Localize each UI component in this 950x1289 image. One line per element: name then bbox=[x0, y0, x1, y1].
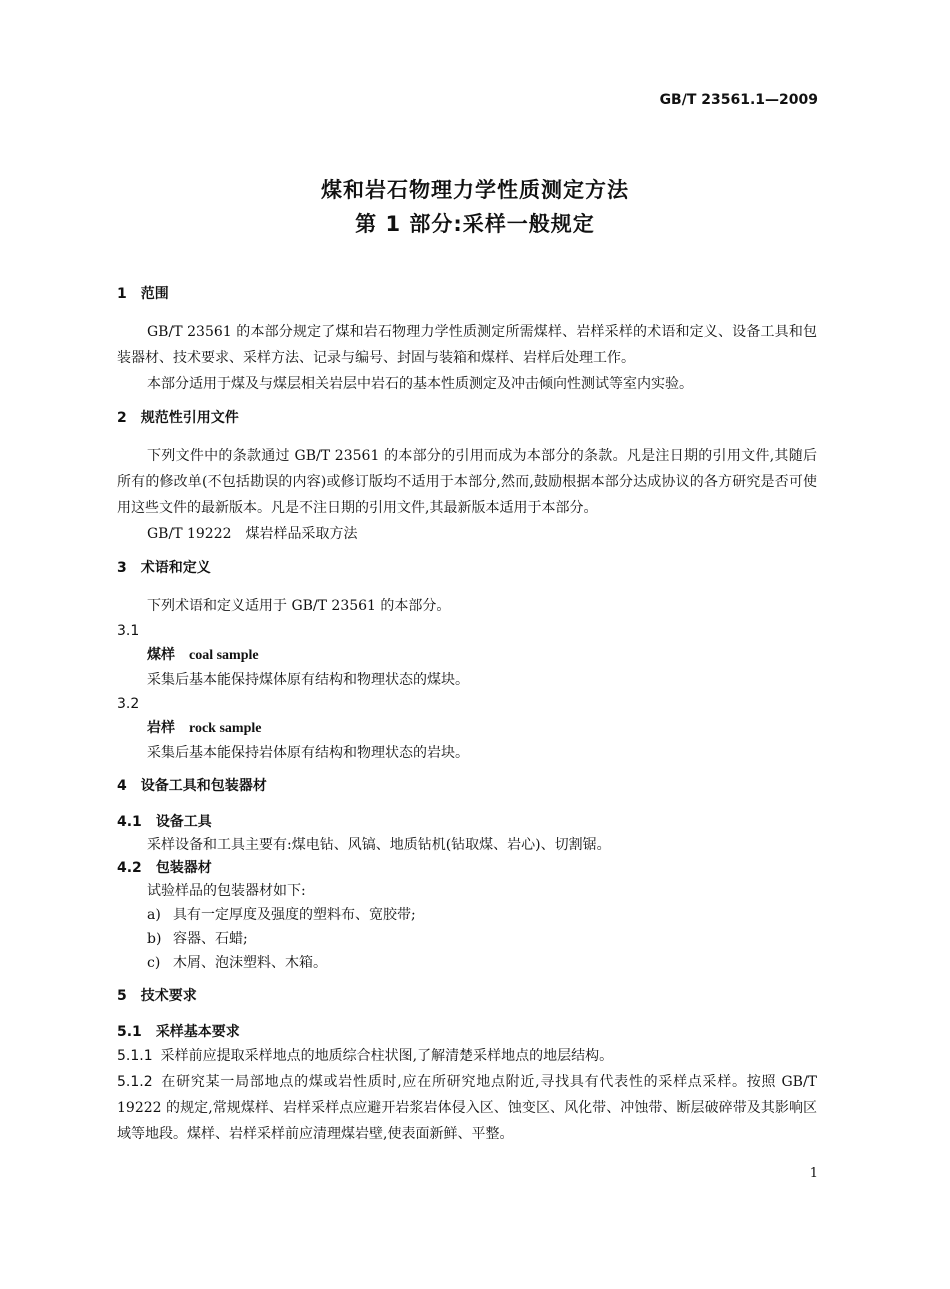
section-3-paragraph: 下列术语和定义适用于 GB/T 23561 的本部分。 bbox=[147, 598, 451, 614]
section-1-paragraph-2: 本部分适用于煤及与煤层相关岩层中岩石的基本性质测定及冲击倾向性测试等室内实验。 bbox=[147, 376, 693, 392]
term-3-2: 岩样 rock sample bbox=[147, 720, 262, 736]
document-body bbox=[117, 283, 817, 1147]
page-number: 1 bbox=[809, 1166, 818, 1181]
list-item: a) 具有一定厚度及强度的塑料布、宽胶带; bbox=[147, 907, 416, 923]
section-5-heading: 5 技术要求 bbox=[117, 988, 197, 1004]
clause-4-1-heading: 4.1 设备工具 bbox=[117, 814, 212, 830]
term-3-2-number: 3.2 bbox=[117, 696, 140, 712]
term-3-1-number: 3.1 bbox=[117, 623, 140, 639]
section-2-paragraph: 下列文件中的条款通过 GB/T 23561 的本部分的引用而成为本部分的条款。凡是注日期的引用文件,其随后所有的修改单(不包括勘误的内容)或修订版均不适用于本部分,然而,鼓励根据本部分达成协议的各方研究是否可使用这些文件的最新版本。凡是不注日期的引用文件,其最新版本适用于本部分。 bbox=[117, 448, 817, 516]
term-3-1: 煤样 coal sample bbox=[147, 647, 259, 663]
section-4-heading: 4 设备工具和包装器材 bbox=[117, 778, 267, 794]
clause-5-1-heading: 5.1 采样基本要求 bbox=[117, 1024, 240, 1040]
section-2-reference: GB/T 19222 煤岩样品采取方法 bbox=[147, 526, 358, 542]
clause-5-1-1: 5.1.1 采样前应提取采样地点的地质综合柱状图,了解清楚采样地点的地层结构。 bbox=[117, 1048, 614, 1064]
section-2-heading: 2 规范性引用文件 bbox=[117, 410, 239, 426]
list-item: c) 木屑、泡沫塑料、木箱。 bbox=[147, 955, 327, 971]
document-subtitle: 第 1 部分:采样一般规定 bbox=[355, 212, 595, 236]
standard-number: GB/T 23561.1—2009 bbox=[659, 92, 818, 108]
section-1-heading: 1 范围 bbox=[117, 286, 169, 302]
list-item: b) 容器、石蜡; bbox=[147, 931, 248, 947]
term-3-2-definition: 采集后基本能保持岩体原有结构和物理状态的岩块。 bbox=[147, 745, 469, 761]
clause-5-1-2: 5.1.2 在研究某一局部地点的煤或岩性质时,应在所研究地点附近,寻找具有代表性的采样点采样。按照 GB/T 19222 的规定,常规煤样、岩样采样点应避开岩浆岩体侵入区、蚀变区、风化带、冲蚀带、断层破碎带及其影响区域等地段。煤样、岩样采样前应清理煤岩壁,使表面新鲜、平整。 bbox=[117, 1074, 817, 1142]
document-title: 煤和岩石物理力学性质测定方法 bbox=[321, 178, 629, 202]
clause-4-2-heading: 4.2 包装器材 bbox=[117, 860, 212, 876]
section-1-paragraph-1: GB/T 23561 的本部分规定了煤和岩石物理力学性质测定所需煤样、岩样采样的术语和定义、设备工具和包装器材、技术要求、采样方法、记录与编号、封固与装箱和煤样、岩样后处理工作。 bbox=[117, 324, 817, 366]
clause-4-2-text: 试验样品的包装器材如下: bbox=[147, 883, 306, 899]
section-3-heading: 3 术语和定义 bbox=[117, 560, 211, 576]
clause-4-1-text: 采样设备和工具主要有:煤电钻、风镐、地质钻机(钻取煤、岩心)、切割锯。 bbox=[147, 837, 611, 853]
term-3-1-definition: 采集后基本能保持煤体原有结构和物理状态的煤块。 bbox=[147, 672, 469, 688]
